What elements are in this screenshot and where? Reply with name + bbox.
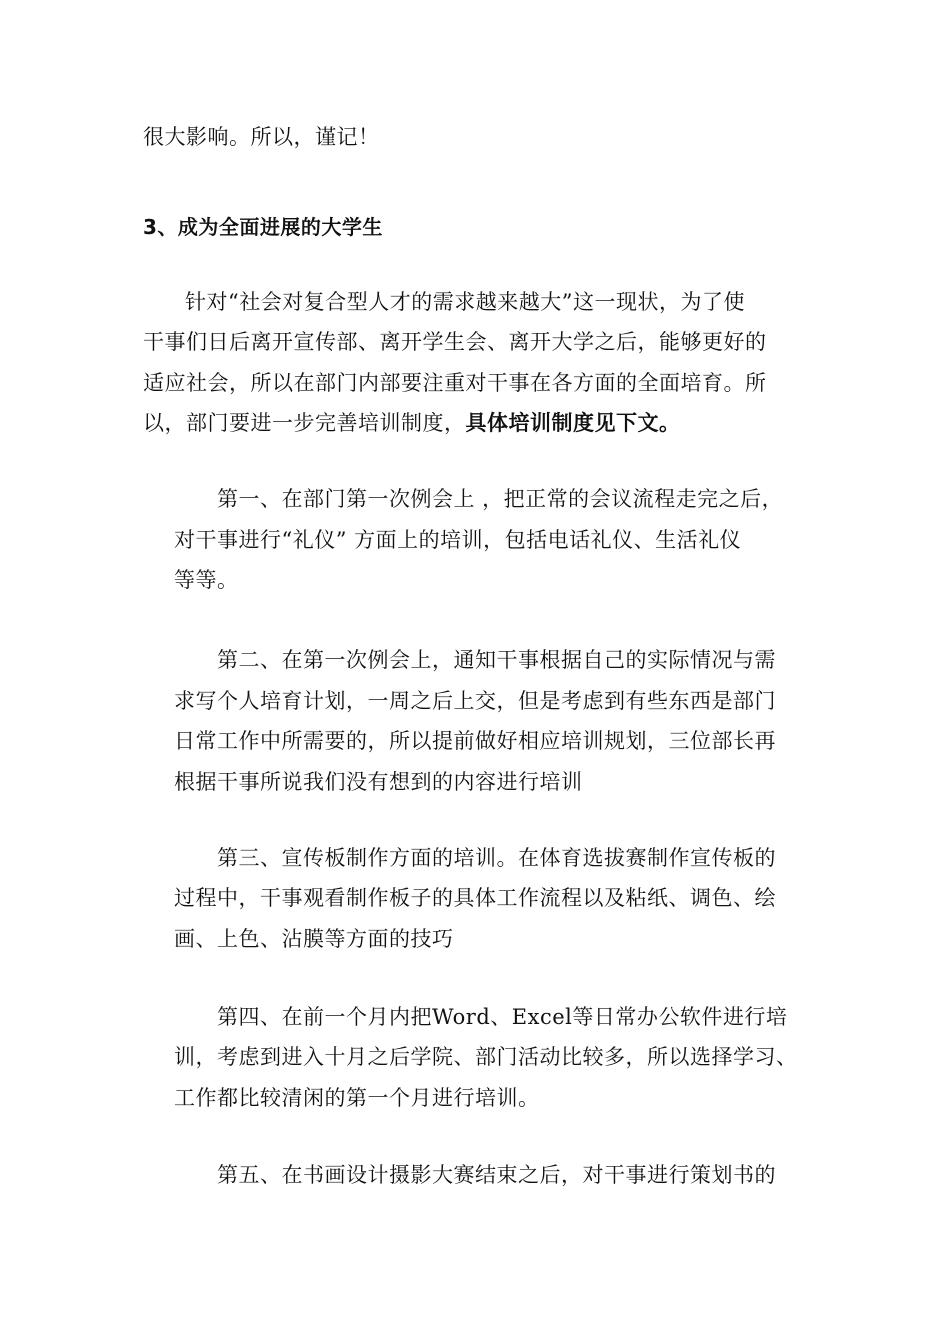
text-line: 干事们日后离开宣传部、离开学生会、离开大学之后，能够更好的 [143,330,767,354]
text-line: 对干事进行“礼仪” 方面上的培训，包括电话礼仪、生活礼仪 [174,528,742,552]
text-run: 以，部门要进一步完善培训制度， [143,411,466,435]
text-line [143,408,681,438]
text-line: 第五、在书画设计摄影大赛结束之后，对干事进行策划书的 [217,1163,776,1187]
section-heading: 3、成为全面进展的大学生 [143,215,383,239]
text-line: 根据干事所说我们没有想到的内容进行培训 [174,770,583,794]
bold-emphasis: 具体培训制度见下文。 [465,411,681,435]
text-line: 工作都比较清闲的第一个月进行培训。 [174,1086,540,1110]
text-line: 画、上色、沾膜等方面的技巧 [174,927,454,951]
text-line: 过程中，干事观看制作板子的具体工作流程以及粘纸、调色、绘 [174,886,776,910]
text-line: 求写个人培育计划，一周之后上交，但是考虑到有些东西是部门 [174,689,776,713]
text-line: 第三、宣传板制作方面的培训。在体育选拔赛制作宣传板的 [217,846,776,870]
text-line: 等等。 [174,568,239,592]
text-line: 第四、在前一个月内把Word、Excel等日常办公软件进行培 [217,1005,788,1029]
text-line: 针对“社会对复合型人才的需求越来越大”这一现状，为了使 [185,290,745,314]
paragraph-continuation: 很大影响。所以，谨记！ [143,125,380,149]
text-line: 日常工作中所需要的，所以提前做好相应培训规划，三位部长再 [174,729,776,753]
text-line: 训，考虑到进入十月之后学院、部门活动比较多，所以选择学习、 [174,1045,798,1069]
text-line: 第一、在部门第一次例会上 ，把正常的会议流程走完之后， [217,487,784,511]
text-line: 第二、在第一次例会上，通知干事根据自己的实际情况与需 [217,648,776,672]
text-line: 适应社会，所以在部门内部要注重对干事在各方面的全面培育。所 [143,371,767,395]
